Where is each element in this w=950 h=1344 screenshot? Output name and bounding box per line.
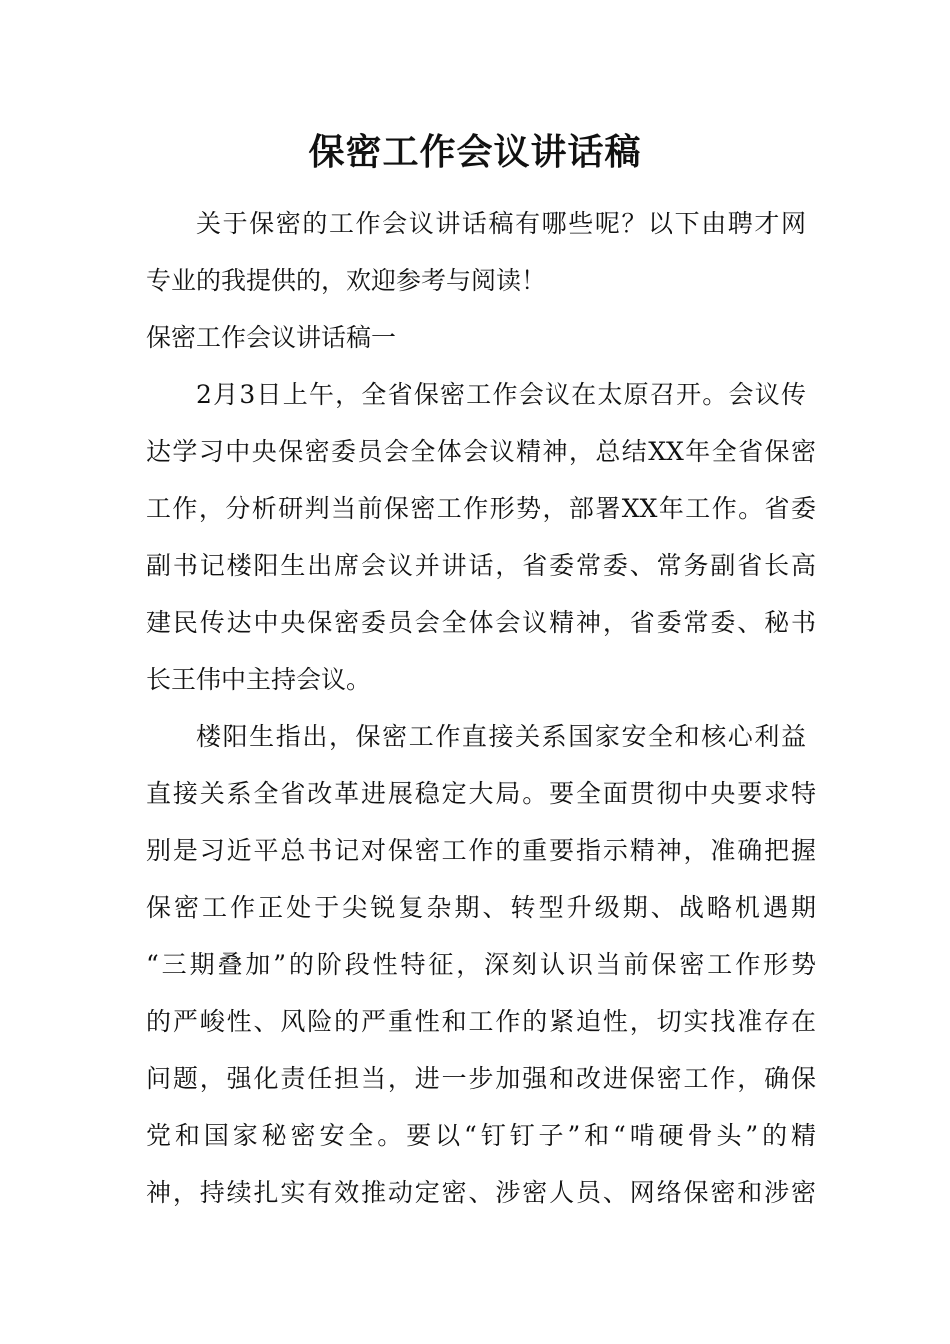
paragraph-line: 关于保密的工作会议讲话稿有哪些呢？以下由聘才网 <box>196 209 806 238</box>
paragraph-line: 建民传达中央保密委员会全体会议精神，省委常委、秘书 <box>146 608 816 637</box>
paragraph-line: 长王伟中主持会议。 <box>146 665 372 694</box>
paragraph-line: 专业的我提供的，欢迎参考与阅读！ <box>146 266 547 295</box>
paragraph-line: 党和国家秘密安全。要以“钉钉子”和“啃硬骨头”的精 <box>146 1121 816 1150</box>
paragraph-line: 副书记楼阳生出席会议并讲话，省委常委、常务副省长高 <box>146 551 816 580</box>
paragraph-line: 楼阳生指出，保密工作直接关系国家安全和核心利益 <box>196 722 806 751</box>
document-title: 保密工作会议讲话稿 <box>308 131 642 173</box>
paragraph-line: 直接关系全省改革进展稳定大局。要全面贯彻中央要求特 <box>146 779 816 808</box>
paragraph-line: 别是习近平总书记对保密工作的重要指示精神，准确把握 <box>146 836 816 865</box>
paragraph-line: 保密工作正处于尖锐复杂期、转型升级期、战略机遇期 <box>146 893 816 922</box>
paragraph-line: 达学习中央保密委员会全体会议精神，总结XX年全省保密 <box>146 437 816 466</box>
paragraph-line: 的严峻性、风险的严重性和工作的紧迫性，切实找准存在 <box>146 1007 816 1036</box>
paragraph-line: 2月3日上午，全省保密工作会议在太原召开。会议传 <box>196 380 806 409</box>
section-heading: 保密工作会议讲话稿一 <box>146 323 397 352</box>
paragraph-line: 问题，强化责任担当，进一步加强和改进保密工作，确保 <box>146 1064 816 1093</box>
paragraph-line: 工作，分析研判当前保密工作形势，部署XX年工作。省委 <box>146 494 816 523</box>
paragraph-line: 神，持续扎实有效推动定密、涉密人员、网络保密和涉密 <box>146 1178 816 1207</box>
paragraph-line: “三期叠加”的阶段性特征，深刻认识当前保密工作形势 <box>146 950 816 979</box>
